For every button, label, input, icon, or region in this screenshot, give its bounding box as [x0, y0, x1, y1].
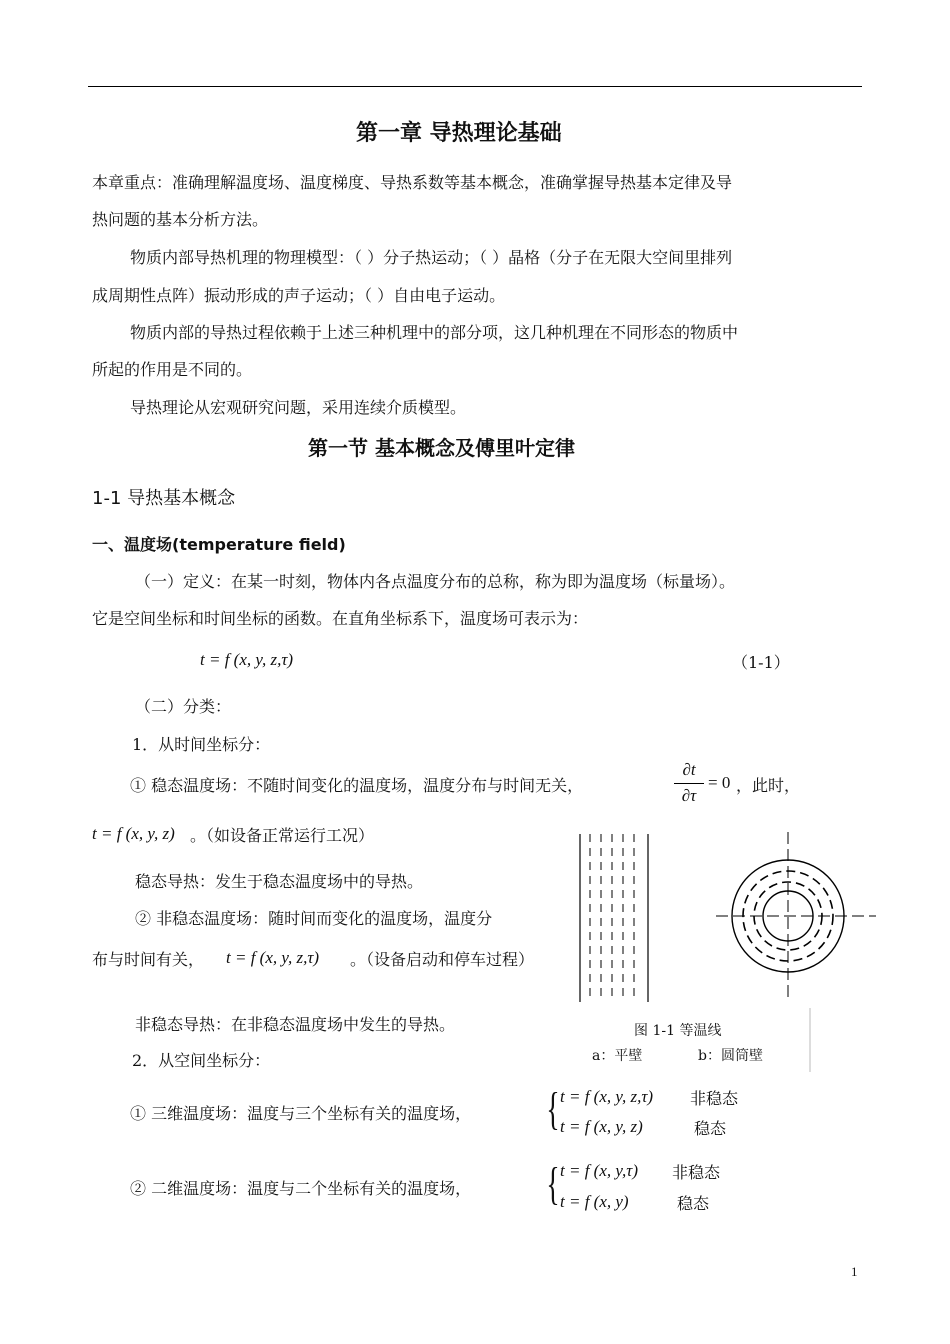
definition-line1: （一）定义：在某一时刻，物体内各点温度分布的总称，称为即为温度场（标量场）。	[135, 572, 736, 591]
three-d-label-unsteady: 非稳态	[690, 1089, 739, 1108]
fraction-bar	[674, 783, 704, 784]
cylinder-wall-diagram	[716, 832, 876, 1000]
macro-paragraph: 导热理论从宏观研究问题，采用连续介质模型。	[130, 398, 467, 417]
figure-caption: 图 1-1 等温线	[634, 1023, 722, 1039]
steady-tail: ，此时，	[736, 776, 801, 795]
two-d-brace: {	[546, 1158, 560, 1209]
three-d-brace: {	[546, 1083, 560, 1134]
definition-line2: 它是空间坐标和时间坐标的函数。在直角坐标系下，温度场可表示为：	[92, 609, 589, 628]
equation-1-1: t = f (x, y, z,τ)	[200, 650, 294, 669]
two-d-eq-steady: t = f (x, y)	[560, 1192, 629, 1211]
section-title: 第一节 基本概念及傅里叶定律	[308, 436, 575, 460]
classification-heading: （二）分类：	[135, 697, 232, 716]
unsteady-line1: ② 非稳态温度场：随时间而变化的温度场，温度分	[135, 909, 493, 928]
steady-field-text: ① 稳态温度场：不随时间变化的温度场，温度分布与时间无关，	[130, 776, 584, 795]
by-time-heading: 1．从时间坐标分：	[132, 735, 271, 754]
steady-conduction: 稳态导热：发生于稳态温度场中的导热。	[135, 872, 424, 891]
key-points-line2: 热问题的基本分析方法。	[92, 210, 269, 229]
unsteady-equation: t = f (x, y, z,τ)	[226, 948, 320, 967]
mechanism-line1: 物质内部导热机理的物理模型：（ ）分子热运动；（ ）晶格（分子在无限大空间里排列	[130, 248, 733, 267]
header-rule	[88, 86, 862, 87]
two-d-field-text: ② 二维温度场：温度与二个坐标有关的温度场，	[130, 1179, 472, 1198]
unsteady-line2-prefix: 布与时间有关，	[92, 950, 205, 969]
two-d-eq-unsteady: t = f (x, y,τ)	[560, 1161, 638, 1180]
unsteady-conduction: 非稳态导热：在非稳态温度场中发生的导热。	[135, 1015, 456, 1034]
two-d-label-unsteady: 非稳态	[672, 1163, 721, 1182]
steady-note: 。（如设备正常运行工况）	[190, 826, 375, 845]
three-d-field-text: ① 三维温度场：温度与三个坐标有关的温度场，	[130, 1104, 472, 1123]
subsection-title: 1-1 导热基本概念	[92, 488, 236, 509]
steady-equation: t = f (x, y, z)	[92, 824, 175, 843]
chapter-title: 第一章 导热理论基础	[356, 121, 562, 146]
three-d-eq-steady: t = f (x, y, z)	[560, 1117, 643, 1136]
figure-subcaption-b: b：圆筒壁	[698, 1048, 763, 1064]
process-line1: 物质内部的导热过程依赖于上述三种机理中的部分项，这几种机理在不同形态的物质中	[130, 323, 739, 342]
partial-derivative-numerator: ∂t	[682, 760, 696, 779]
mechanism-line2: 成周期性点阵）振动形成的声子运动；（ ）自由电子运动。	[92, 286, 506, 305]
key-points-line1: 本章重点：准确理解温度场、温度梯度、导热系数等基本概念，准确掌握导热基本定律及导	[92, 173, 733, 192]
plane-wall-diagram	[580, 834, 648, 1002]
equation-1-1-label: （1-1）	[732, 653, 790, 672]
by-space-heading: 2．从空间坐标分：	[132, 1051, 271, 1070]
two-d-label-steady: 稳态	[677, 1194, 710, 1213]
three-d-label-steady: 稳态	[694, 1119, 727, 1138]
page-number: 1	[851, 1264, 858, 1279]
fraction-rhs: = 0	[708, 773, 731, 792]
partial-derivative-denominator: ∂τ	[681, 786, 697, 805]
three-d-eq-unsteady: t = f (x, y, z,τ)	[560, 1087, 654, 1106]
figure-subcaption-a: a：平壁	[592, 1048, 643, 1064]
temperature-field-heading: 一、温度场(temperature field)	[92, 535, 346, 554]
isotherm-figure	[570, 828, 882, 1078]
process-line2: 所起的作用是不同的。	[92, 360, 253, 379]
unsteady-note: 。（设备启动和停车过程）	[350, 950, 535, 969]
